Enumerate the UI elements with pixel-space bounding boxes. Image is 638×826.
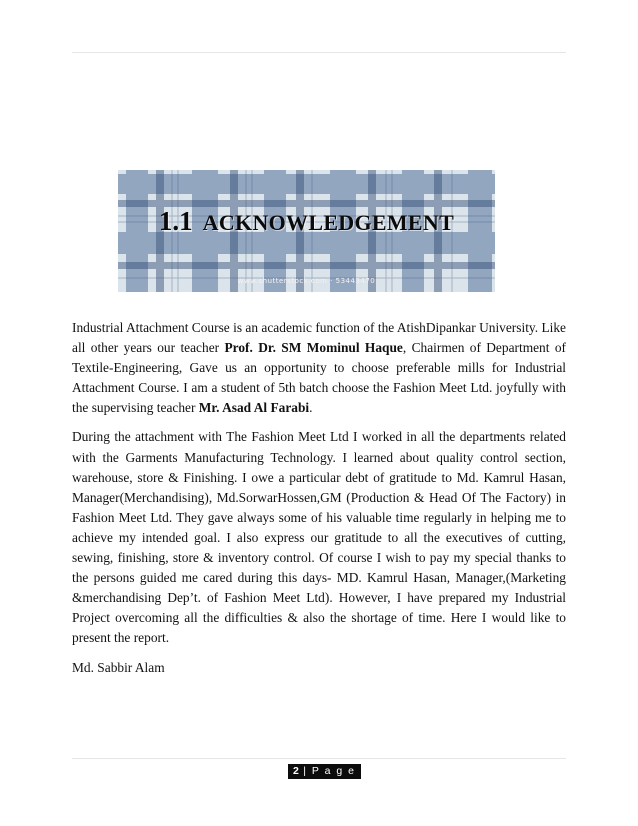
- section-banner: [118, 170, 495, 292]
- page-footer: [288, 764, 361, 779]
- page-number: 2: [293, 765, 299, 777]
- header-rule: [72, 52, 566, 53]
- paragraph-1: Industrial Attachment Course is an academic function of the AtishDipankar University. Like all other years our teacher Prof. Dr. SM Mominul Haque, Chairmen of Department of Textile-Engineering, Gave us an opportunity to choose preferable mills for Industrial Attachment Course. I am a student of 5th batch choose the Fashion Meet Ltd. joyfully with the supervising teacher Mr. Asad Al Farabi.: [72, 320, 566, 416]
- acknowledgement-body: [72, 318, 566, 687]
- section-title: ACKNOWLEDGEMENT: [202, 210, 455, 235]
- page-label: P a g e: [311, 765, 356, 777]
- stock-watermark: www.shutterstock.com · 53443470: [237, 277, 376, 285]
- section-number: 1.1: [158, 206, 193, 236]
- teacher-name: Prof. Dr. SM Mominul Haque: [224, 340, 403, 356]
- section-heading: [118, 206, 495, 237]
- footer-rule: [72, 758, 566, 759]
- paragraph-2: During the attachment with The Fashion Meet Ltd I worked in all the departments related with the Garments Manufacturing Technology. I learned about quality control section, warehouse, store & Finishing. I owe a particular debt of gratitude to Md. Kamrul Hasan, Manager(Merchandising), Md.SorwarHossen,GM (Production & Head Of The Factory) in Fashion Meet Ltd. They gave always some of his valuable time regularly in helping me to achieve my intended goal. I also express our gratitude to all the executives of cutting, sewing, finishing, store & inventory control. Of course I wish to pay my special thanks to the persons guided me cared during this days- MD. Kamrul Hasan, Manager,(Marketing &merchandising Dep’t. of Fashion Meet Ltd). However, I have prepared my Industrial Project overcoming all the difficulties & also the shortage of time. Here I would like to present the report.: [72, 429, 566, 646]
- supervisor-name: Mr. Asad Al Farabi: [198, 400, 310, 416]
- signature: Md. Sabbir Alam: [72, 659, 165, 675]
- page-separator: |: [298, 765, 312, 777]
